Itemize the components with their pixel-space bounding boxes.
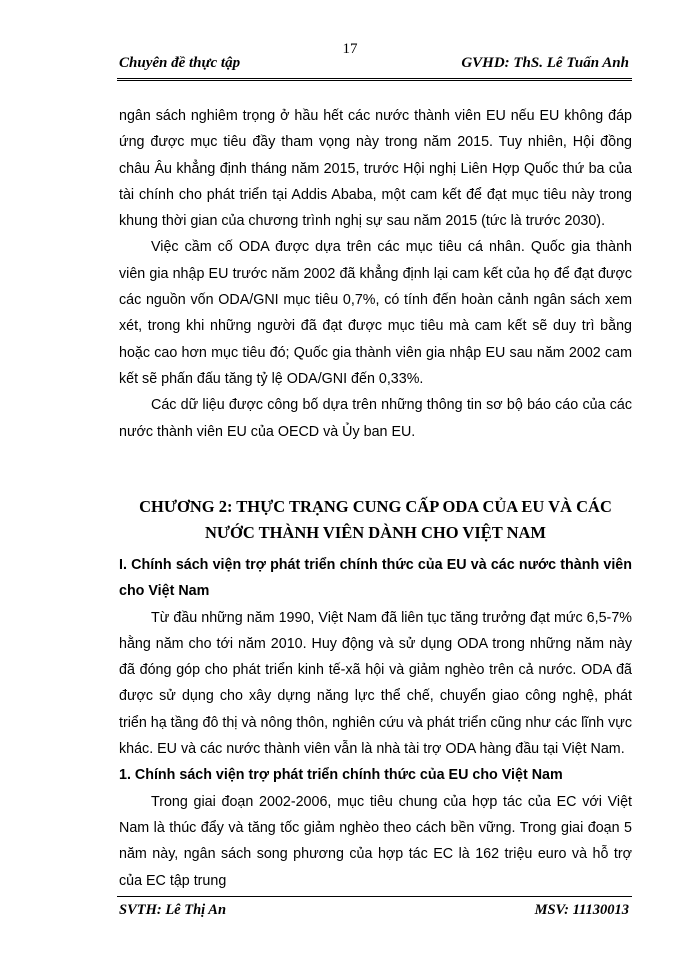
header-divider [117,78,632,81]
section-content [119,552,632,894]
body-text [119,103,632,445]
paragraph: ngân sách nghiêm trọng ở hầu hết các nước thành viên EU nếu EU không đáp ứng được mục tiêu đầy tham vọng này trong năm 2015. Tuy nhiên, Hội đồng châu Âu khẳng định tháng năm 2015, trước Hội nghị Liên Hợp Quốc thứ ba của tài chính cho phát triển tại Addis Ababa, một cam kết để đạt mục tiêu này trong khung thời gian của chương trình nghị sự sau năm 2015 (tức là trước 2030). [119,108,632,230]
header-advisor: GVHD: ThS. Lê Tuấn Anh [461,55,629,71]
footer-divider [117,896,632,897]
page-number: 17 [342,41,358,57]
chapter-title-line: NƯỚC THÀNH VIÊN DÀNH CHO VIỆT NAM [204,523,547,542]
paragraph: Từ đầu những năm 1990, Việt Nam đã liên tục tăng trưởng đạt mức 6,5-7% hằng năm cho tới năm 2010. Huy động và sử dụng ODA trong những năm này đã đóng góp cho phát triển kinh tế-xã hội và giảm nghèo trên cả nước. ODA đã được sử dụng cho xây dựng năng lực thể chế, chuyển giao công nghệ, phát triển hạ tầng đô thị và nông thôn, nghiên cứu và phát triển cũng như các lĩnh vực khác. EU và các nước thành viên vẫn là nhà tài trợ ODA hàng đầu tại Việt Nam. [119,609,632,758]
paragraph: Việc cầm cố ODA được dựa trên các mục tiêu cá nhân. Quốc gia thành viên gia nhập EU trước năm 2002 đã khẳng định lại cam kết của họ để đạt được các nguồn vốn ODA/GNI mục tiêu 0,7%, có tính đến hoàn cảnh ngân sách xem xét, trong khi những người đã đạt được mục tiêu mà cam kết sẽ duy trì bằng hoặc cao hơn mục tiêu đó; Quốc gia thành viên gia nhập EU sau năm 2002 cam kết sẽ phấn đấu tăng tỷ lệ ODA/GNI đến 0,33%. [119,239,632,387]
chapter-title [119,494,632,546]
page-header [119,55,629,79]
subsection-heading: 1. Chính sách viện trợ phát triển chính thức của EU cho Việt Nam [119,767,563,784]
footer-student-id: MSV: 11130013 [534,902,629,918]
section-heading: I. Chính sách viện trợ phát triển chính thức của EU và các nước thành viên cho Việt Nam [119,557,632,600]
paragraph: Trong giai đoạn 2002-2006, mục tiêu chung của hợp tác của EC với Việt Nam là thúc đẩy và tăng tốc giảm nghèo theo cách bền vững. Trong giai đoạn 5 năm này, ngân sách song phương của hợp tác EC là 162 triệu euro và hỗ trợ của EC tập trung [119,793,632,889]
header-course-title: Chuyên đề thực tập [119,55,241,71]
paragraph: Các dữ liệu được công bố dựa trên những thông tin sơ bộ báo cáo của các nước thành viên EU của OECD và Ủy ban EU. [119,397,632,440]
chapter-title-line: CHƯƠNG 2: THỰC TRẠNG CUNG CẤP ODA CỦA EU VÀ CÁC [139,497,612,516]
footer-student: SVTH: Lê Thị An [119,902,227,918]
